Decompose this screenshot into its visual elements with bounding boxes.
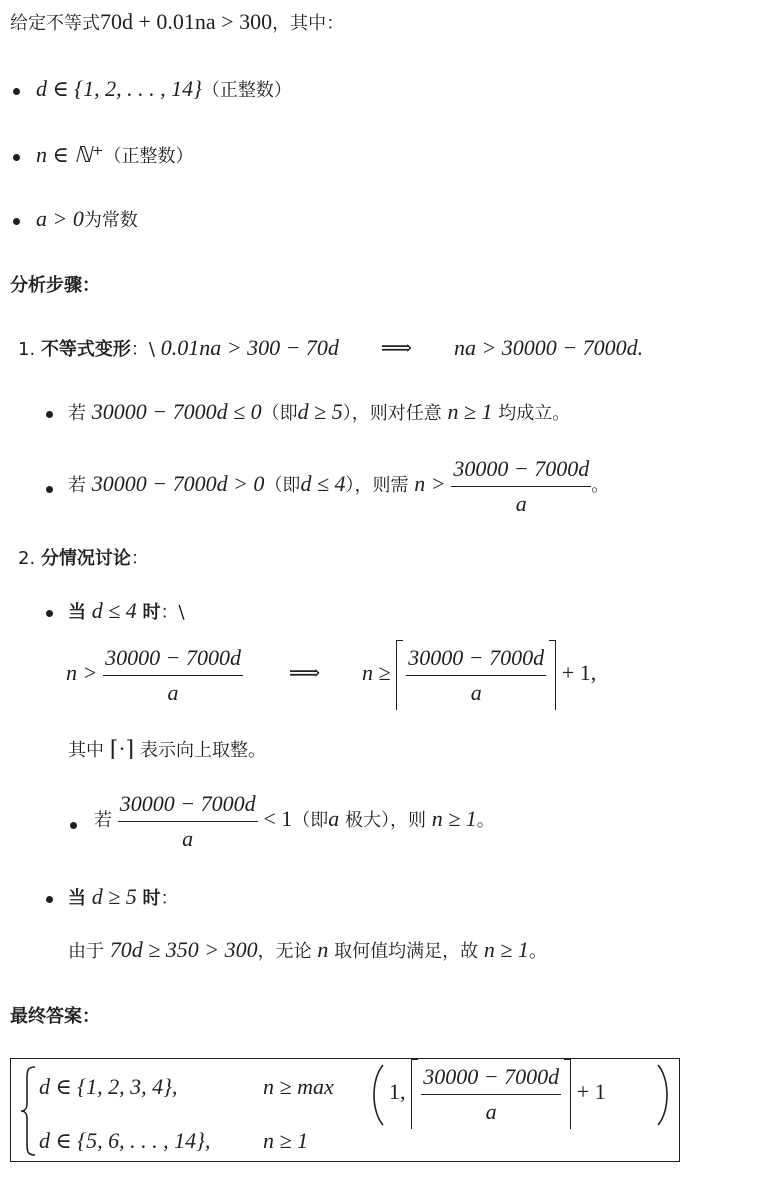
fraction-denominator: a — [182, 825, 194, 851]
case1-note-pre: 其中 — [68, 740, 104, 761]
case1-title-post: 时 — [142, 602, 161, 623]
step2-line — [18, 548, 149, 571]
case2-text-n: n — [317, 937, 329, 962]
case-a-then-math: n ≥ 1 — [447, 399, 493, 424]
answer-row1-right-pre: n ≥ max — [263, 1074, 334, 1099]
step2-label: 分情况讨论 — [40, 548, 131, 569]
case2-title-post: 时 — [142, 888, 161, 909]
ceiling-bracket — [411, 1063, 571, 1125]
case1-rhs-tail: + 1, — [561, 660, 597, 685]
intro-inequality: 70d + 0.01na > 300 — [100, 9, 273, 34]
bullet-icon — [13, 88, 20, 95]
sub-compare: < 1 — [263, 806, 293, 831]
case-a-paren-close: ）， — [342, 403, 370, 424]
case2-text-pre: 由于 — [68, 941, 104, 962]
case-b-paren-close: ）， — [345, 475, 373, 496]
condition-n — [36, 141, 194, 169]
case2-text-math: 70d ≥ 350 > 300 — [109, 937, 258, 962]
case2-text-end-math: n ≥ 1 — [483, 937, 529, 962]
case2-text-end: 。 — [528, 941, 547, 962]
left-brace-icon — [19, 1065, 39, 1157]
condition-a — [36, 205, 138, 233]
case1-title-math: d ≤ 4 — [91, 598, 137, 623]
implies-arrow: ⟹ — [380, 335, 413, 360]
condition-d-math: d ∈ {1, 2, . . . , 14} — [36, 76, 202, 101]
bullet-icon — [46, 411, 53, 418]
answer-row-1 — [39, 1073, 334, 1101]
sub-paren-open: （即 — [292, 810, 329, 831]
case-a-if: 若 — [68, 403, 86, 424]
right-paren-icon — [655, 1063, 673, 1127]
step1-colon: ：\ — [130, 339, 155, 360]
answer-row2-left: d ∈ {5, 6, . . . , 14}, — [39, 1128, 211, 1153]
sub-then: 则 — [407, 810, 426, 831]
left-paren-icon — [368, 1063, 386, 1127]
case-a-paren-math: d ≥ 5 — [297, 399, 343, 424]
case-b-then-math: n > — [414, 471, 446, 496]
bullet-icon — [46, 486, 53, 493]
ceiling-bracket — [396, 644, 556, 706]
implies-arrow: ⟹ — [288, 660, 321, 685]
step1-case-b — [68, 455, 609, 517]
condition-d — [36, 75, 292, 103]
sub-then-math: n ≥ 1 — [431, 806, 477, 831]
intro-suffix: ，其中： — [272, 13, 345, 34]
case2-title-math: d ≥ 5 — [91, 884, 137, 909]
sub-paren-close: 极大）， — [344, 810, 408, 831]
sub-paren-math: a — [328, 806, 340, 831]
condition-n-math: n ∈ ℕ⁺ — [36, 142, 104, 167]
fraction-numerator: 30000 − 7000d — [451, 455, 591, 487]
case-a-cond: 30000 − 7000d ≤ 0 — [91, 399, 262, 424]
bullet-icon — [13, 154, 20, 161]
final-heading: 最终答案： — [10, 1006, 100, 1027]
answer-row2-right: n ≥ 1 — [263, 1128, 309, 1153]
bullet-icon — [46, 610, 53, 617]
condition-n-note: （正整数） — [103, 146, 194, 167]
fraction-numerator: 30000 − 7000d — [103, 644, 243, 676]
case-b-cond: 30000 − 7000d > 0 — [91, 471, 265, 496]
bullet-icon — [13, 218, 20, 225]
condition-a-note: 为常数 — [83, 210, 138, 231]
fraction-numerator: 30000 − 7000d — [118, 790, 258, 822]
case1-colon: ：\ — [160, 602, 185, 623]
condition-a-math: a > 0 — [36, 206, 84, 231]
case-a-paren-open: （即 — [261, 403, 298, 424]
fraction — [406, 644, 546, 706]
step2-number: 2. — [18, 548, 36, 569]
case2-text — [68, 936, 547, 964]
fraction-denominator: a — [167, 679, 179, 705]
answer-one: 1, — [389, 1079, 406, 1104]
case-b-paren-math: d ≤ 4 — [300, 471, 346, 496]
fraction — [451, 455, 591, 517]
fraction — [421, 1063, 561, 1125]
fraction-denominator: a — [485, 1098, 497, 1124]
intro-line — [10, 8, 344, 36]
case-b-then: 则需 — [372, 475, 409, 496]
case2-text-mid: ，无论 — [257, 941, 312, 962]
answer-tail: + 1 — [576, 1079, 606, 1104]
case-b-if: 若 — [68, 475, 86, 496]
step2-colon: ： — [130, 548, 149, 569]
case2-text-mid2: 取何值均满足，故 — [334, 941, 479, 962]
case1-title — [68, 597, 185, 625]
case1-note — [68, 735, 266, 763]
bullet-icon — [46, 896, 53, 903]
case1-rhs: n ≥ — [361, 660, 391, 685]
ceiling-symbol: ⌈·⌉ — [109, 736, 135, 761]
case2-title — [68, 883, 179, 911]
answer-row-2 — [39, 1127, 308, 1155]
fraction-denominator: a — [515, 490, 527, 516]
fraction-denominator: a — [470, 679, 482, 705]
step1-label: 不等式变形 — [40, 339, 131, 360]
analysis-heading: 分析步骤： — [10, 275, 100, 296]
case1-note-post: 表示向上取整。 — [139, 740, 266, 761]
case-b-paren-open: （即 — [264, 475, 301, 496]
case2-colon: ： — [160, 888, 179, 909]
fraction — [118, 790, 258, 852]
sub-if: 若 — [94, 810, 112, 831]
fraction — [103, 644, 243, 706]
fraction-numerator: 30000 − 7000d — [421, 1063, 561, 1095]
step1-eq-left: 0.01na > 300 − 70d — [160, 335, 339, 360]
case-b-end: 。 — [591, 475, 610, 496]
condition-d-note: （正整数） — [201, 80, 292, 101]
fraction-numerator: 30000 − 7000d — [406, 644, 546, 676]
answer-box — [10, 1058, 680, 1162]
step1-case-a — [68, 398, 570, 426]
intro-prefix: 给定不等式 — [10, 13, 100, 34]
case2-title-pre: 当 — [68, 888, 86, 909]
case-a-then: 则对任意 — [369, 403, 442, 424]
sub-end: 。 — [476, 810, 495, 831]
answer-row1-left: d ∈ {1, 2, 3, 4}, — [39, 1074, 178, 1099]
case1-sub — [94, 790, 495, 852]
step1-line — [18, 334, 643, 362]
step1-number: 1. — [18, 339, 36, 360]
case1-title-pre: 当 — [68, 602, 86, 623]
answer-max-args — [389, 1063, 606, 1125]
case1-lhs: n > — [66, 660, 98, 685]
case-a-end: 均成立。 — [498, 403, 571, 424]
case1-equation — [66, 644, 596, 706]
bullet-icon — [70, 822, 77, 829]
step1-eq-right: na > 30000 − 7000d. — [453, 335, 644, 360]
